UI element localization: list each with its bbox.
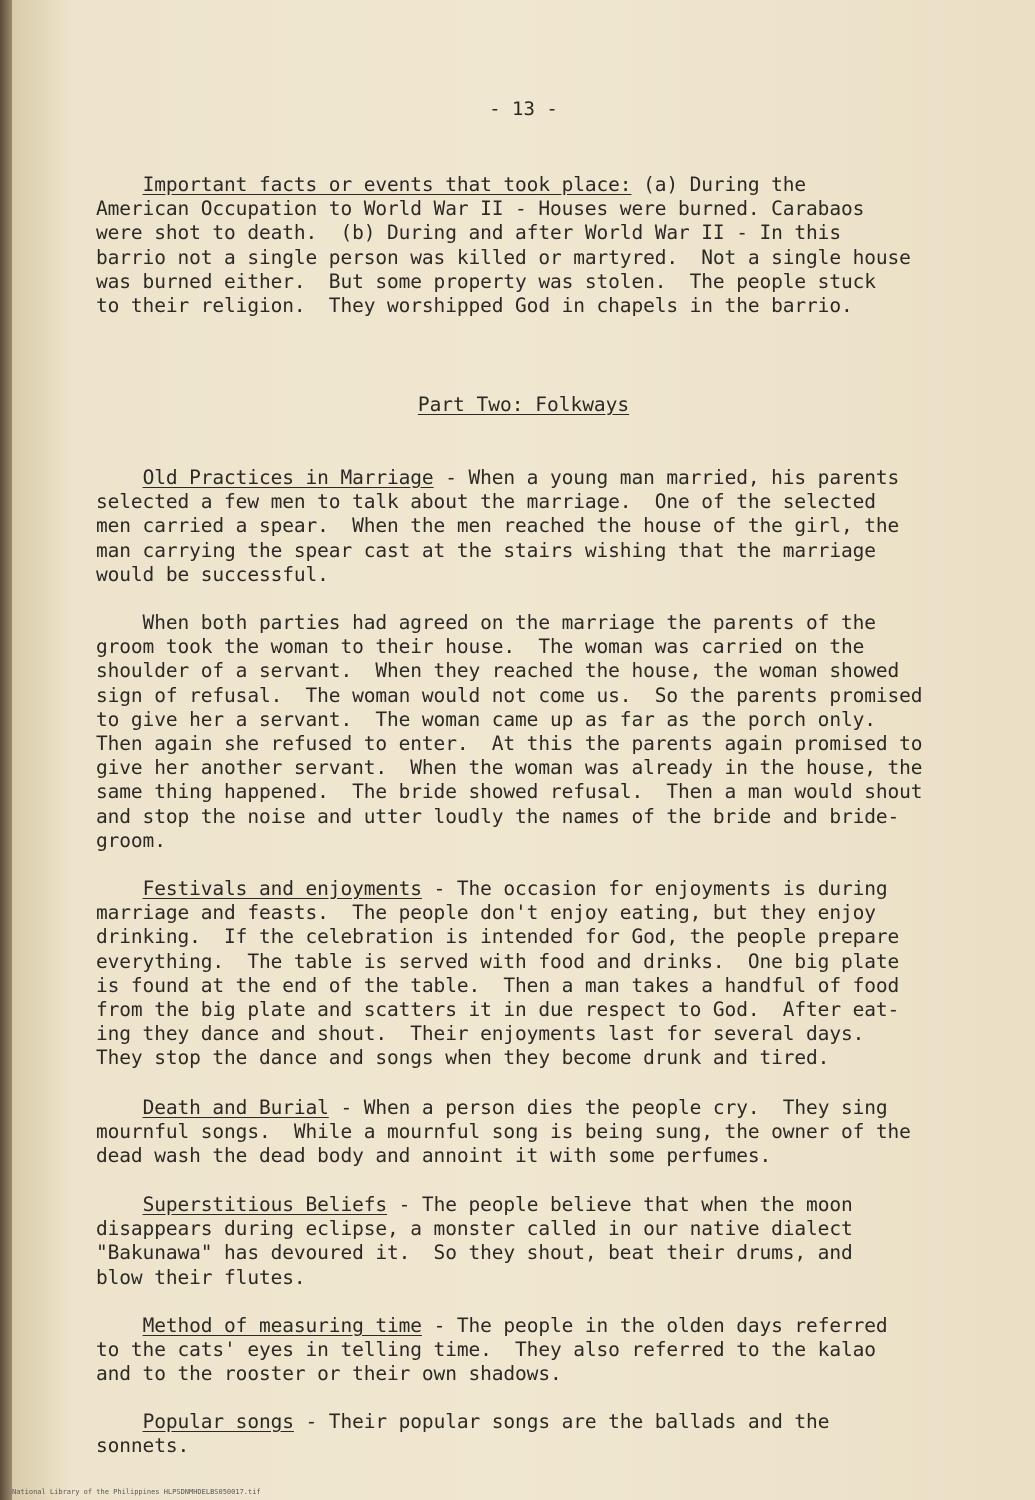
part-two-title (12, 393, 1035, 416)
songs-heading: Popular songs (142, 1410, 294, 1433)
facts-line: American Occupation to World War II - Houses were burned. Carabaos (96, 197, 865, 221)
festivals-paragraph (96, 877, 996, 1071)
marriage2-line: same thing happened. The bride showed refusal. Then a man would shout (96, 780, 923, 804)
measuring-line: and to the rooster or their own shadows. (96, 1362, 562, 1386)
superstitious-heading: Superstitious Beliefs (142, 1193, 388, 1216)
measuring-heading: Method of measuring time (142, 1314, 422, 1337)
measuring-line: - The people in the olden days referred (421, 1314, 888, 1337)
death-heading: Death and Burial (142, 1096, 329, 1119)
superstitious-line: "Bakunawa" has devoured it. So they shout, beat their drums, and (96, 1241, 853, 1265)
marriage2-line: When both parties had agreed on the marriage the parents of the (96, 611, 876, 634)
superstitious-line: - The people believe that when the moon (387, 1193, 853, 1216)
festivals-line: They stop the dance and songs when they become drunk and tired. (96, 1046, 830, 1070)
superstitious-line: disappears during eclipse, a monster called in our native dialect (96, 1217, 853, 1241)
facts-line: to their religion. They worshipped God in chapels in the barrio. (96, 294, 853, 318)
superstitious-line: blow their flutes. (96, 1265, 306, 1289)
festivals-line: drinking. If the celebration is intended for God, the people prepare (96, 925, 900, 949)
book-binding-edge (0, 0, 12, 1500)
death-burial-paragraph (96, 1096, 996, 1169)
marriage2-line: groom took the woman to their house. The woman was carried on the (96, 635, 865, 659)
facts-line: (a) During the (631, 173, 807, 196)
page-number: - 13 - (489, 98, 558, 120)
death-line: dead wash the dead body and annoint it with some perfumes. (96, 1144, 772, 1168)
part-two-title-text: Part Two: Folkways (417, 393, 630, 416)
marriage2-line: groom. (96, 828, 166, 852)
marriage-line: - When a young man married, his parents (433, 466, 900, 489)
marriage-line: would be successful. (96, 562, 329, 586)
facts-line: was burned either. But some property was stolen. The people stuck (96, 269, 876, 293)
marriage2-line: to give her a servant. The woman came up as far as the porch only. (96, 707, 876, 731)
festivals-line: from the big plate and scatters it in due respect to God. After eat- (96, 998, 900, 1022)
songs-line: sonnets. (96, 1434, 190, 1458)
marriage2-line: and stop the noise and utter loudly the names of the bride and bride- (96, 804, 900, 828)
marriage-line: men carried a spear. When the men reached the house of the girl, the (96, 514, 900, 538)
document-page (12, 0, 1035, 1500)
festivals-line: everything. The table is served with food and drinks. One big plate (96, 949, 900, 973)
marriage-line: selected a few men to talk about the marriage. One of the selected (96, 490, 876, 514)
marriage-continued-paragraph (96, 611, 996, 853)
songs-line: - Their popular songs are the ballads and the (293, 1410, 830, 1433)
facts-line: were shot to death. (b) During and after World War II - In this (96, 221, 841, 245)
festivals-line: ing they dance and shout. Their enjoyments last for several days. (96, 1022, 865, 1046)
death-line: mournful songs. While a mournful song is being sung, the owner of the (96, 1120, 911, 1144)
death-line: - When a person dies the people cry. They sing (328, 1096, 888, 1119)
festivals-line: marriage and feasts. The people don't enjoy eating, but they enjoy (96, 901, 876, 925)
facts-line: barrio not a single person was killed or martyred. Not a single house (96, 245, 911, 269)
marriage2-line: Then again she refused to enter. At this the parents again promised to (96, 732, 923, 756)
marriage-heading: Old Practices in Marriage (142, 466, 434, 489)
superstitious-paragraph (96, 1193, 996, 1290)
festivals-line: - The occasion for enjoyments is during (421, 877, 888, 900)
festivals-heading: Festivals and enjoyments (142, 877, 422, 900)
marriage2-line: shoulder of a servant. When they reached the house, the woman showed (96, 659, 900, 683)
archive-footer-caption: National Library of the Philippines HLPSDNMHDELBS050017.tif (12, 1488, 261, 1496)
measuring-time-paragraph (96, 1314, 996, 1387)
marriage-paragraph (96, 466, 996, 587)
measuring-line: to the cats' eyes in telling time. They also referred to the kalao (96, 1338, 876, 1362)
marriage-line: man carrying the spear cast at the stairs wishing that the marriage (96, 538, 876, 562)
festivals-line: is found at the end of the table. Then a man takes a handful of food (96, 973, 900, 997)
facts-heading: Important facts or events that took place: (142, 173, 632, 196)
facts-paragraph (96, 173, 996, 318)
marriage2-line: give her another servant. When the woman was already in the house, the (96, 756, 923, 780)
marriage2-line: sign of refusal. The woman would not come us. So the parents promised (96, 683, 923, 707)
popular-songs-paragraph (96, 1410, 996, 1458)
